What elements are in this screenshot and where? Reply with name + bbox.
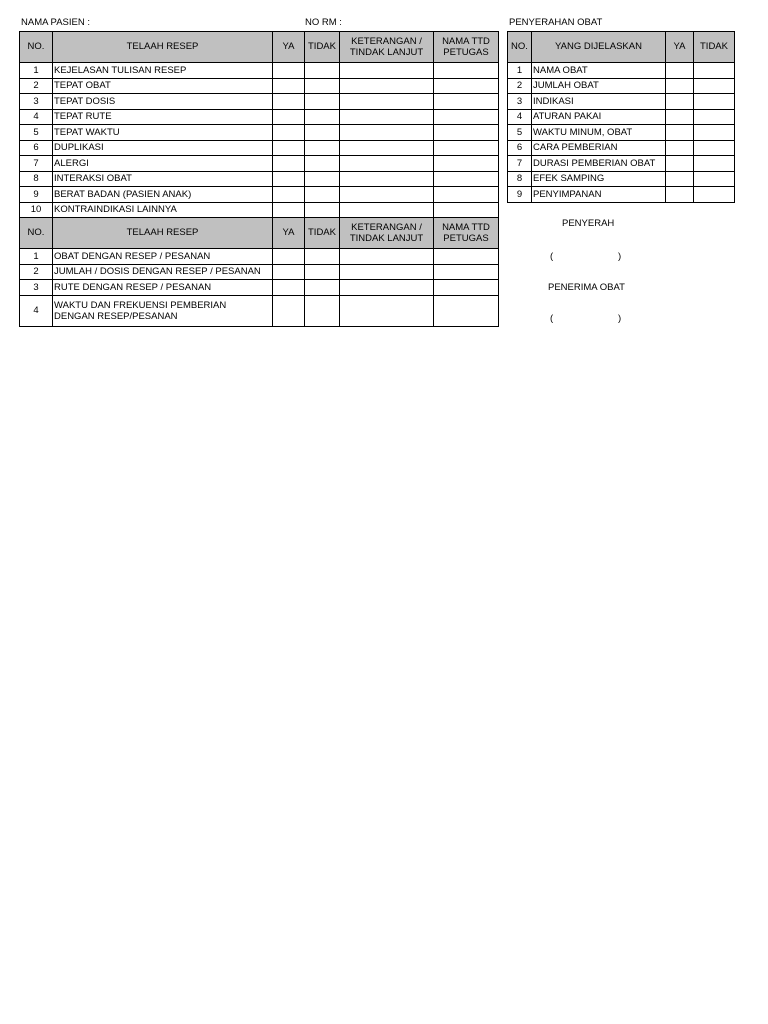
- col-no-header: NO.: [20, 218, 53, 249]
- notes-cell[interactable]: [340, 249, 434, 265]
- row-item: WAKTU DAN FREKUENSI PEMBERIAN DENGAN RESEP/PESANAN: [53, 295, 273, 326]
- col-notes-header: KETERANGAN / TINDAK LANJUT: [340, 32, 434, 63]
- row-number: 4: [20, 109, 53, 125]
- row-number: 1: [508, 63, 532, 79]
- giver-label: PENYERAH: [562, 218, 615, 229]
- row-item: BERAT BADAN (PASIEN ANAK): [53, 187, 273, 203]
- row-item: NAMA OBAT: [532, 63, 666, 79]
- table-row: [20, 187, 499, 203]
- officer-cell[interactable]: [434, 264, 499, 280]
- no-cell[interactable]: [694, 171, 735, 187]
- row-number: 2: [20, 78, 53, 94]
- prescription-review-table: [19, 31, 499, 327]
- handover-header-row: [508, 32, 735, 63]
- table-row: [20, 202, 499, 218]
- row-item: KONTRAINDIKASI LAINNYA: [53, 202, 273, 218]
- row-number: 1: [20, 63, 53, 79]
- yes-cell[interactable]: [666, 156, 694, 172]
- table-row: [508, 109, 735, 125]
- no-cell[interactable]: [305, 140, 340, 156]
- giver-close-paren: ): [618, 251, 622, 262]
- no-cell[interactable]: [305, 63, 340, 79]
- no-cell[interactable]: [694, 187, 735, 203]
- row-number: 6: [508, 140, 532, 156]
- no-cell[interactable]: [305, 202, 340, 218]
- row-item: TEPAT DOSIS: [53, 94, 273, 110]
- yes-cell[interactable]: [273, 63, 305, 79]
- row-item: TEPAT RUTE: [53, 109, 273, 125]
- row-number: 7: [20, 156, 53, 172]
- table-row: [20, 140, 499, 156]
- no-cell[interactable]: [305, 187, 340, 203]
- row-number: 9: [20, 187, 53, 203]
- officer-cell[interactable]: [434, 109, 499, 125]
- yes-cell[interactable]: [273, 295, 305, 326]
- row-item: TEPAT WAKTU: [53, 125, 273, 141]
- row-number: 4: [508, 109, 532, 125]
- no-cell[interactable]: [694, 63, 735, 79]
- table-row: [20, 94, 499, 110]
- notes-cell[interactable]: [340, 109, 434, 125]
- no-cell[interactable]: [305, 156, 340, 172]
- col-review-header: TELAAH RESEP: [53, 32, 273, 63]
- row-item: ATURAN PAKAI: [532, 109, 666, 125]
- review-header-row-2: [20, 218, 499, 249]
- row-item: CARA PEMBERIAN: [532, 140, 666, 156]
- no-cell[interactable]: [305, 94, 340, 110]
- yes-cell[interactable]: [666, 78, 694, 94]
- row-item: KEJELASAN TULISAN RESEP: [53, 63, 273, 79]
- no-cell[interactable]: [694, 156, 735, 172]
- col-officer-header: NAMA TTD PETUGAS: [434, 32, 499, 63]
- yes-cell[interactable]: [273, 109, 305, 125]
- row-number: 8: [508, 171, 532, 187]
- table-row: [20, 109, 499, 125]
- table-row: [508, 156, 735, 172]
- no-cell[interactable]: [694, 78, 735, 94]
- officer-cell[interactable]: [434, 202, 499, 218]
- row-number: 3: [20, 94, 53, 110]
- officer-cell[interactable]: [434, 140, 499, 156]
- yes-cell[interactable]: [273, 280, 305, 296]
- table-row: [20, 78, 499, 94]
- row-number: 3: [20, 280, 53, 296]
- col-review-header: TELAAH RESEP: [53, 218, 273, 249]
- no-cell[interactable]: [694, 125, 735, 141]
- no-cell[interactable]: [694, 109, 735, 125]
- table-row: [508, 125, 735, 141]
- no-cell[interactable]: [305, 295, 340, 326]
- row-number: 5: [20, 125, 53, 141]
- notes-cell[interactable]: [340, 187, 434, 203]
- col-no-header: NO.: [20, 32, 53, 63]
- table-row: [508, 94, 735, 110]
- notes-cell[interactable]: [340, 94, 434, 110]
- col-yes-header: YA: [273, 32, 305, 63]
- table-row: [20, 156, 499, 172]
- notes-cell[interactable]: [340, 264, 434, 280]
- row-item: DURASI PEMBERIAN OBAT: [532, 156, 666, 172]
- officer-cell[interactable]: [434, 78, 499, 94]
- no-cell[interactable]: [694, 140, 735, 156]
- no-cell[interactable]: [305, 109, 340, 125]
- table-row: [508, 171, 735, 187]
- notes-cell[interactable]: [340, 295, 434, 326]
- giver-open-paren: (: [550, 251, 554, 262]
- notes-cell[interactable]: [340, 125, 434, 141]
- yes-cell[interactable]: [273, 264, 305, 280]
- yes-cell[interactable]: [273, 156, 305, 172]
- yes-cell[interactable]: [273, 140, 305, 156]
- no-cell[interactable]: [694, 94, 735, 110]
- handover-title: PENYERAHAN OBAT: [509, 17, 603, 28]
- row-number: 9: [508, 187, 532, 203]
- row-number: 5: [508, 125, 532, 141]
- officer-cell[interactable]: [434, 187, 499, 203]
- medication-handover-table: [507, 31, 735, 203]
- no-cell[interactable]: [305, 78, 340, 94]
- no-cell[interactable]: [305, 280, 340, 296]
- row-item: INTERAKSI OBAT: [53, 171, 273, 187]
- notes-cell[interactable]: [340, 171, 434, 187]
- row-number: 8: [20, 171, 53, 187]
- table-row: [508, 63, 735, 79]
- table-row: [20, 171, 499, 187]
- col-officer-header: NAMA TTD PETUGAS: [434, 218, 499, 249]
- notes-cell[interactable]: [340, 202, 434, 218]
- yes-cell[interactable]: [273, 187, 305, 203]
- yes-cell[interactable]: [273, 78, 305, 94]
- yes-cell[interactable]: [273, 94, 305, 110]
- table-row: [20, 125, 499, 141]
- notes-cell[interactable]: [340, 280, 434, 296]
- table-row: [508, 78, 735, 94]
- yes-cell[interactable]: [273, 125, 305, 141]
- yes-cell[interactable]: [666, 109, 694, 125]
- yes-cell[interactable]: [666, 63, 694, 79]
- col-yes-header: YA: [666, 32, 694, 63]
- row-number: 10: [20, 202, 53, 218]
- officer-cell[interactable]: [434, 156, 499, 172]
- col-no-answer-header: TIDAK: [694, 32, 735, 63]
- officer-cell[interactable]: [434, 249, 499, 265]
- row-item: JUMLAH OBAT: [532, 78, 666, 94]
- row-item: JUMLAH / DOSIS DENGAN RESEP / PESANAN: [53, 264, 273, 280]
- row-item: OBAT DENGAN RESEP / PESANAN: [53, 249, 273, 265]
- row-item: ALERGI: [53, 156, 273, 172]
- row-number: 7: [508, 156, 532, 172]
- table-row: [20, 249, 499, 265]
- yes-cell[interactable]: [666, 125, 694, 141]
- patient-name-label: NAMA PASIEN :: [21, 17, 90, 28]
- yes-cell[interactable]: [273, 171, 305, 187]
- row-item: DUPLIKASI: [53, 140, 273, 156]
- row-number: 2: [20, 264, 53, 280]
- officer-cell[interactable]: [434, 295, 499, 326]
- no-cell[interactable]: [305, 264, 340, 280]
- receiver-close-paren: ): [618, 313, 622, 324]
- col-explained-header: YANG DIJELASKAN: [532, 32, 666, 63]
- review-header-row: [20, 32, 499, 63]
- row-number: 6: [20, 140, 53, 156]
- no-cell[interactable]: [305, 125, 340, 141]
- row-number: 4: [20, 295, 53, 326]
- col-no-header: NO.: [508, 32, 532, 63]
- row-item: INDIKASI: [532, 94, 666, 110]
- officer-cell[interactable]: [434, 94, 499, 110]
- receiver-label: PENERIMA OBAT: [548, 282, 625, 293]
- officer-cell[interactable]: [434, 63, 499, 79]
- table-row: [20, 295, 499, 326]
- row-number: 2: [508, 78, 532, 94]
- table-row: [508, 187, 735, 203]
- yes-cell[interactable]: [273, 202, 305, 218]
- row-number: 3: [508, 94, 532, 110]
- col-yes-header: YA: [273, 218, 305, 249]
- row-number: 1: [20, 249, 53, 265]
- receiver-open-paren: (: [550, 313, 554, 324]
- no-cell[interactable]: [305, 249, 340, 265]
- col-no-answer-header: TIDAK: [305, 218, 340, 249]
- notes-cell[interactable]: [340, 156, 434, 172]
- row-item: WAKTU MINUM, OBAT: [532, 125, 666, 141]
- col-notes-header: KETERANGAN / TINDAK LANJUT: [340, 218, 434, 249]
- notes-cell[interactable]: [340, 63, 434, 79]
- officer-cell[interactable]: [434, 280, 499, 296]
- table-row: [20, 264, 499, 280]
- col-no-answer-header: TIDAK: [305, 32, 340, 63]
- notes-cell[interactable]: [340, 78, 434, 94]
- officer-cell[interactable]: [434, 171, 499, 187]
- table-row: [508, 140, 735, 156]
- notes-cell[interactable]: [340, 140, 434, 156]
- table-row: [20, 280, 499, 296]
- row-item: EFEK SAMPING: [532, 171, 666, 187]
- yes-cell[interactable]: [666, 187, 694, 203]
- officer-cell[interactable]: [434, 125, 499, 141]
- row-item: TEPAT OBAT: [53, 78, 273, 94]
- yes-cell[interactable]: [273, 249, 305, 265]
- medical-record-label: NO RM :: [305, 17, 342, 28]
- yes-cell[interactable]: [666, 171, 694, 187]
- table-row: [20, 63, 499, 79]
- no-cell[interactable]: [305, 171, 340, 187]
- yes-cell[interactable]: [666, 94, 694, 110]
- row-item: PENYIMPANAN: [532, 187, 666, 203]
- row-item: RUTE DENGAN RESEP / PESANAN: [53, 280, 273, 296]
- yes-cell[interactable]: [666, 140, 694, 156]
